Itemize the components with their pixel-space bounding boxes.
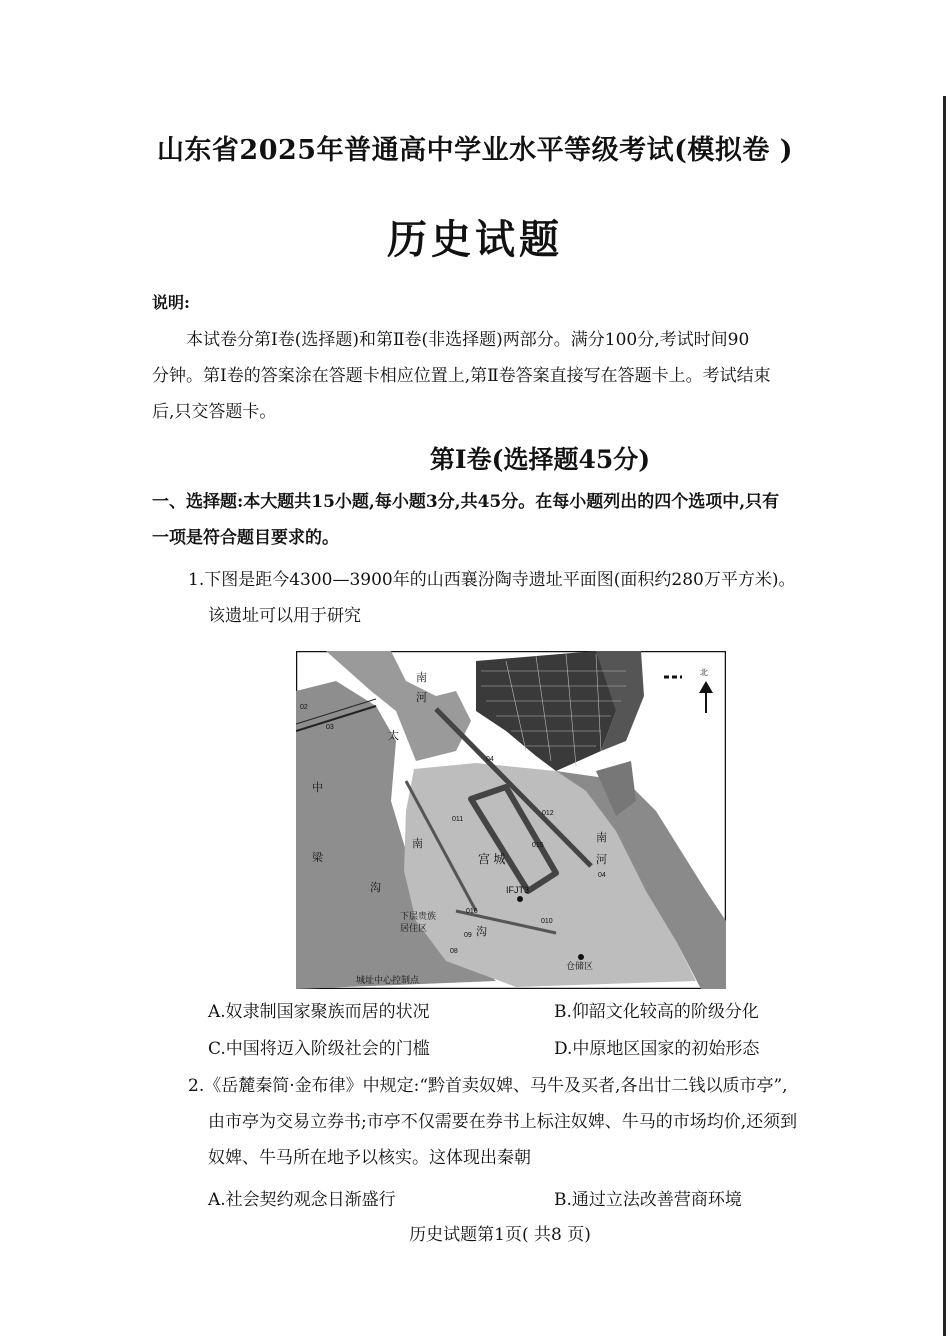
map-label: 河 (596, 854, 607, 866)
map-label: 仓储区 (566, 961, 594, 971)
section-instruction (152, 484, 882, 556)
map-code: 010 (541, 918, 553, 925)
question-2-stem: 2.《岳麓秦简·金布律》中规定:“黔首卖奴婢、马牛及买者,各出廿二钱以质市亭”, (188, 1076, 788, 1096)
notes-line: 分钟。第Ⅰ卷的答案涂在答题卡相应位置上,第Ⅱ卷答案直接写在答题卡上。考试结束 (152, 366, 771, 386)
map-code: 016 (466, 908, 478, 915)
map-code: 04 (598, 872, 606, 879)
subject-title: 历史试题 (387, 216, 563, 263)
map-label: 河 (416, 692, 427, 704)
map-label: 北 (700, 668, 708, 677)
map-label: 太 (388, 730, 399, 742)
question-1 (188, 562, 888, 634)
map-label: 宫 城 (478, 852, 506, 866)
instruction-line: 一项是符合题目要求的。 (152, 528, 339, 548)
map-label: 沟 (370, 882, 381, 894)
map-label: 城址中心控制点 (356, 975, 420, 985)
map-code: 012 (542, 810, 554, 817)
question-1-option-b: B.仰韶文化较高的阶级分化 (554, 1002, 759, 1022)
page-footer: 历史试题第1页( 共8 页) (409, 1225, 591, 1245)
taosi-site-map (296, 651, 726, 989)
map-code: 011 (452, 816, 464, 823)
map-label: 南 (412, 838, 423, 850)
map-label: 梁 (312, 852, 323, 864)
question-1-option-a: A.奴隶制国家聚族而居的状况 (208, 1002, 430, 1022)
notes-label: 说明: (152, 293, 190, 312)
exam-title: 山东省2025年普通高中学业水平等级考试(模拟卷 ) (156, 135, 794, 166)
question-1-option-c: C.中国将迈入阶级社会的门槛 (208, 1039, 430, 1059)
map-label: 南 (596, 832, 607, 844)
notes-paragraph (152, 322, 892, 430)
map-code: 02 (300, 704, 308, 711)
map-label: 南 (416, 672, 427, 684)
map-code: 09 (464, 932, 472, 939)
question-2-option-b: B.通过立法改善营商环境 (554, 1190, 742, 1210)
question-2-stem: 由市亭为交易立券书;市亭不仅需要在券书上标注奴婢、牛马的市场均价,还须到 (208, 1112, 798, 1132)
section-title: 第Ⅰ卷(选择题45分) (429, 445, 651, 474)
question-1-stem: 该遗址可以用于研究 (208, 606, 361, 626)
map-code: 08 (450, 948, 458, 955)
question-2-option-a: A.社会契约观念日渐盛行 (208, 1190, 396, 1210)
map-label: IFJT3 (506, 885, 530, 895)
notes-line: 后,只交答题卡。 (152, 402, 277, 422)
map-code: 015 (532, 842, 544, 849)
page-edge-rule (943, 96, 946, 1336)
instruction-line: 一、选择题:本大题共15小题,每小题3分,共45分。在每小题列出的四个选项中,只有 (152, 492, 780, 512)
map-code: 03 (326, 724, 334, 731)
map-code: 04 (486, 756, 494, 763)
question-2-stem: 奴婢、牛马所在地予以核实。这体现出秦朝 (208, 1148, 531, 1168)
map-label: 中 (312, 782, 323, 794)
map-label: 沟 (476, 926, 487, 938)
question-2 (188, 1068, 888, 1176)
map-label: 居住区 (400, 923, 428, 933)
map-label: 下层贵族 (400, 911, 437, 921)
question-1-stem: 1.下图是距今4300—3900年的山西襄汾陶寺遗址平面图(面积约280万平方米)。 (188, 570, 796, 590)
question-1-option-d: D.中原地区国家的初始形态 (554, 1039, 760, 1059)
notes-line: 本试卷分第Ⅰ卷(选择题)和第Ⅱ卷(非选择题)两部分。满分100分,考试时间90 (186, 330, 750, 350)
